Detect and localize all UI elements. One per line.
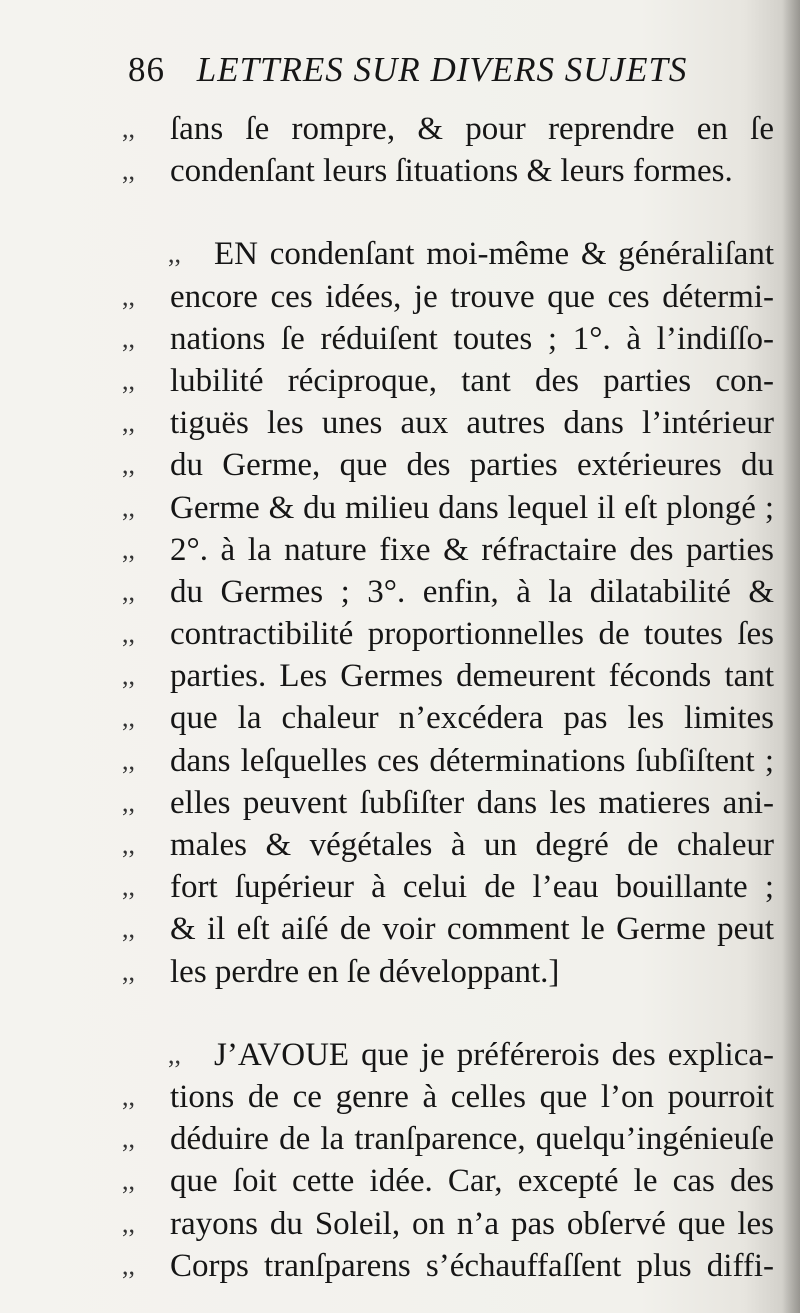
line-text: J’AVOUE que je préférerois des explica- [214,1036,774,1073]
text-line [122,866,772,908]
text-line [122,740,772,782]
line-text: encore ces idées, je trouve que ces détermi- [170,278,774,315]
line-text: elles peuvent ſubſiſter dans les matieres ani- [170,784,774,821]
text-line [122,782,772,824]
line-text: males & végétales à un degré de chaleur [170,827,774,863]
line-text: que ſoit cette idée. Car, excepté le cas des [170,1163,774,1200]
text-line [122,360,772,402]
quote-mark: ,, [122,365,135,395]
running-title: LETTRES SUR DIVERS SUJETS [196,50,688,89]
quote-mark: ,, [122,703,135,733]
quote-mark: ,, [168,1039,181,1069]
line-text: les perdre en ſe développant.] [170,953,560,990]
text-line [122,108,772,150]
text-line [122,529,772,571]
quote-mark: ,, [122,830,135,859]
line-text: lubilité réciproque, tant des parties con- [170,362,774,399]
text-line [122,276,772,318]
text-line [122,1245,772,1287]
line-text: & il eſt aiſé de voir comment le Germe peut [170,911,774,948]
text-line [122,571,772,613]
line-text: déduire de la tranſparence, quelqu’ingénieuſe [170,1121,774,1158]
quote-mark: ,, [122,956,135,986]
text-line [122,1160,772,1202]
text-line [122,613,772,655]
quote-mark: ,, [122,1208,135,1238]
quote-mark: ,, [122,534,135,564]
line-text: dans leſquelles ces déterminations ſubſiſtent ; [170,742,774,779]
quote-mark: ,, [122,156,135,186]
quote-mark: ,, [122,1250,135,1280]
running-header [128,50,728,100]
quote-mark: ,, [122,914,135,944]
quote-mark: ,, [122,1081,135,1111]
line-text: tiguës les unes aux autres dans l’intérieur [170,405,774,442]
line-text: parties. Les Germes demeurent féconds tant [170,658,774,695]
text-line [122,1076,772,1118]
line-text: nations ſe réduiſent toutes ; 1°. à l’indiſſo- [170,320,774,357]
text-line [122,697,772,739]
quote-mark: ,, [122,661,135,691]
text-line [122,908,772,950]
body-text [122,108,772,1287]
line-text: condenſant leurs ſituations & leurs formes. [170,153,733,190]
quote-mark: ,, [122,872,135,902]
text-line [122,655,772,697]
page-spine-shadow [782,0,800,1313]
quote-mark: ,, [122,787,135,817]
quote-mark: ,, [122,323,135,353]
text-line [122,233,772,275]
line-text: tions de ce genre à celles que l’on pourroit [170,1078,774,1115]
quote-mark: ,, [122,408,135,438]
quote-mark: ,, [168,239,181,269]
line-text: EN condenſant moi-même & généraliſant [214,236,774,273]
quote-mark: ,, [122,450,135,480]
quote-mark: ,, [122,745,135,775]
text-line [122,1203,772,1245]
line-text: que la chaleur n’excédera pas les limites [170,700,774,737]
quote-mark: ,, [122,619,135,649]
text-line [122,402,772,444]
line-text: contractibilité proportionnelles de toutes ſes [170,616,774,653]
text-line [122,951,772,993]
line-text: 2°. à la nature fixe & réfractaire des parties [170,531,774,568]
quote-mark: ,, [122,114,135,143]
quote-mark: ,, [122,492,135,522]
page-number: 86 [128,50,165,89]
quote-mark: ,, [122,1166,135,1196]
line-text: rayons du Soleil, on n’a pas obſervé que les [170,1205,774,1242]
text-line [122,1034,772,1076]
text-line [122,1118,772,1160]
quote-mark: ,, [122,1124,135,1154]
line-text: du Germes ; 3°. enfin, à la dilatabilité & [170,573,774,610]
text-line [122,487,772,529]
line-text: Germe & du milieu dans lequel il eſt plongé ; [170,489,774,526]
quote-mark: ,, [122,576,135,606]
text-line [122,318,772,360]
line-text: du Germe, que des parties extérieures du [170,447,774,484]
text-line [122,824,772,866]
line-text: Corps tranſparens s’échauffaſſent plus diffi- [170,1247,774,1284]
line-text: fort ſupérieur à celui de l’eau bouillante ; [170,869,774,906]
line-text: ſans ſe rompre, & pour reprendre en ſe [170,111,774,147]
text-line [122,150,772,192]
text-line [122,444,772,486]
quote-mark: ,, [122,281,135,311]
